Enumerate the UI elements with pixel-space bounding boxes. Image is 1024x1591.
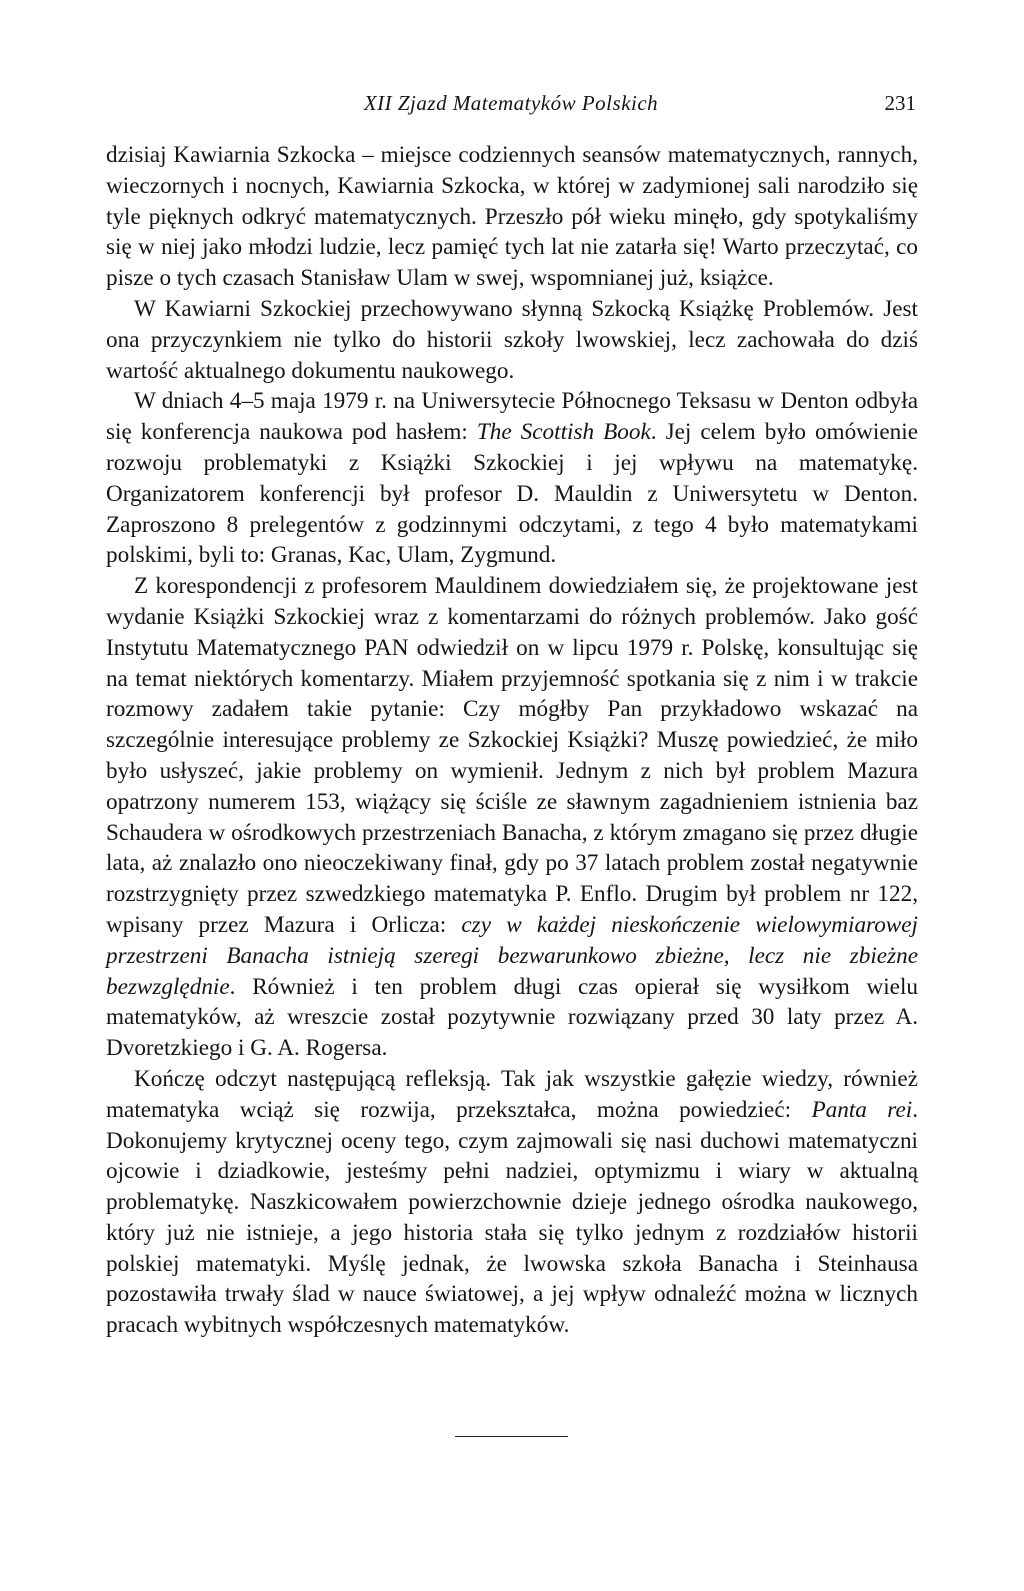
paragraph-5 (106, 1064, 918, 1341)
paragraph-2 (106, 294, 918, 386)
page-number: 231 (884, 91, 916, 115)
book-title-italic: The Scottish Book (476, 419, 651, 446)
latin-phrase-italic: Panta rei (811, 1096, 913, 1123)
problem-statement-italic: czy w każdej nieskończenie wielowymiarowej przestrzeni Banacha istnieją szeregi bezwarunkowo zbieżne, lecz nie zbieżne bezwzględnie (106, 911, 918, 1000)
paragraph-text: Z korespondencji z profesorem Mauldinem dowiedziałem się, że projektowane jest wydanie Książki Szkockiej wraz z komentarzami do różnych problemów. Jako gość Instytutu Matematycznego PAN odwiedził on w lipcu 1979 r. Polskę, konsultując się na temat niektórych komentarzy. Miałem przyjemność spotkania się z nim i w trakcie rozmowy zadałem takie pytanie: Czy mógłby Pan przykładowo wskazać na szczególnie interesujące problemy ze Szkockiej Książki? Muszę powiedzieć, że miło było usłyszeć, jakie problemy on wymienił. Jednym z nich był problem Mazura opatrzony numerem 153, wiążący się ściśle ze sławnym zagadnieniem istnienia baz Schaudera w ośrodkowych przestrzeniach Banacha, z którym zmagano się przez długie lata, aż znalazło ono nieoczekiwany finał, gdy po 37 latach problem został negatywnie rozstrzygnięty przez szwedzkiego matematyka P. Enflo. Drugim był problem nr 122, wpisany przez Mazura i Orlicza: (106, 573, 918, 938)
running-title: XII Zjazd Matematyków Polskich (363, 91, 659, 115)
paragraph-text: . Jej celem było omówienie rozwoju problematyki z Książki Szkockiej i jej wpływu na matematykę. Organizatorem konferencji był profesor D. Mauldin z Uniwersytetu w Denton. Zaproszono 8 prelegentów z godzinnymi odczytami, z tego 4 było matematykami polskimi, byli to: Granas, Kac, Ulam, Zygmund. (106, 419, 918, 569)
paragraph-3 (106, 386, 918, 571)
paragraph-text: dzisiaj Kawiarnia Szkocka – miejsce codziennych seansów matematycznych, rannych, wieczornych i nocnych, Kawiarnia Szkocka, w której w zadymionej sali narodziło się tyle pięknych odkryć matematycznych. Przeszło pół wieku minęło, gdy spotykaliśmy się w niej jako młodzi ludzie, lecz pamięć tych lat nie zatarła się! Warto przeczytać, co pisze o tych czasach Stanisław Ulam w swej, wspomnianej już, książce. (106, 142, 918, 292)
paragraph-text: . Również i ten problem długi czas opierał się wysiłkom wielu matematyków, aż wreszcie został pozytywnie rozwiązany przed 30 laty przez A. Dvoretzkiego i G. A. Rogersa. (106, 973, 918, 1062)
paragraph-text: W Kawiarni Szkockiej przechowywano słynną Szkocką Książkę Problemów. Jest ona przyczynkiem nie tylko do historii szkoły lwowskiej, lecz zachowała do dziś wartość aktualnego dokumentu naukowego. (106, 295, 918, 384)
paragraph-text: . Dokonujemy krytycznej oceny tego, czym zajmowali się nasi duchowi matematyczni ojcowie i dziadkowie, jesteśmy pełni nadziei, optymizmu i wiary w aktualną problematykę. Naszkicowałem powierzchownie dzieje jednego ośrodka naukowego, który już nie istnieje, a jego historia stała się tylko jednym z rozdziałów historii polskiej matematyki. Myślę jednak, że lwowska szkoła Banacha i Steinhausa pozostawiła trwały ślad w nauce światowej, a jej wpływ odnaleźć można w licznych pracach wybitnych współczesnych matematyków. (106, 1096, 918, 1339)
body-text (106, 140, 918, 1341)
paragraph-4 (106, 571, 918, 1064)
paragraph-text: W dniach 4–5 maja 1979 r. na Uniwersytecie Północnego Teksasu w Denton odbyła się konferencja naukowa pod hasłem: (106, 388, 918, 446)
end-rule (455, 1436, 568, 1437)
running-header (106, 88, 916, 118)
paragraph-text: Kończę odczyt następującą refleksją. Tak jak wszystkie gałęzie wiedzy, również matematyka wciąż się rozwija, przekształca, można powiedzieć: (106, 1065, 918, 1123)
paragraph-1 (106, 140, 918, 294)
